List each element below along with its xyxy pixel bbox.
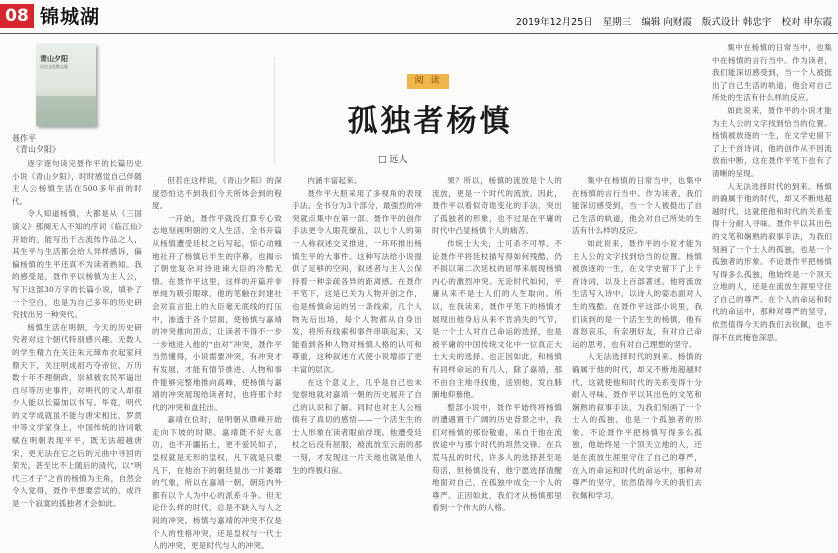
paragraph: 令人知道杨慎，大都是从《三国演义》那阕无人不知的序词《临江仙》开始的。能写出千古流传作品之人，其生平与生活都会给人异样感诉，偏偏杨慎的生平还真不为读者熟知。我的感受是，聂作平以杨慎为主人公，写下这部30万字的长篇小说，填补了一个空白，也是为自己多年的历史研究找出另一种突代。 [12,209,142,320]
editor-credit: 编辑 向财霞 [641,17,692,28]
paragraph: 整部小说中，聂作平始终将杨慎的遭遇置于广阔的历史背景之中，我们对杨慎的那份敬重，来自于他在流放途中与那个时代的坦然交锋。在兵荒马乱的时代，许多人的选择甚至是苟活，但杨慎没有，他宁愿选择清醒地面对自己，在孤独中成全一个人的尊严。正因如此，我们才从杨慎那里看到一个伟大的人格。 [432,402,562,513]
paragraph: 但若在这样说，《青山夕阳》的深度恐怕达不到我们今天所体会到的程度。 [152,176,282,211]
issue-meta [509,14,832,28]
book-cover-image [36,44,96,126]
paragraph: 在这个意义上，几乎是自己也未觉察地就对嘉靖一朝的历史展开了自己的认识和了解。同时也对主人公杨慎有了真切的感悟——一个活生生的士人形象在读者眼前浮现。他遭受廷杖之后没有屈服，被流放至云南的那一刻，才发现这一片天地也就是他人生的终极归宿。 [292,377,422,475]
article-column-4 [432,175,562,513]
article-author: □ 远人 [378,155,408,165]
proofreader-credit: 校对 申东霞 [781,17,832,28]
paragraph: 嘉靖在位时，是明朝从鼎峰开始走向下坡的时期。嘉靖既不好大喜功，也不开疆拓土，更不爱民如子，皇权就是无形的皇权，凡下就是只要凡下，在他治下的朝廷显出一片萎靡的气象，所以在嘉靖一朝，朝廷内外都有以个人为中心的派系斗争。但无论什么样的时代，总是不缺入与人之间的冲突。杨慎与嘉靖的冲突不仅是个人的性格冲突，还是皇权与一代士人的冲突，更是时代与人的冲突。 [152,415,282,551]
article-column-6 [712,42,832,490]
paragraph: 人无法选择时代的到来。杨慎的确属于他的时代，却又不断地超越时代，这就使他和时代的关系变得十分耐人寻味。聂作平以其出色的文笔和娴熟的叙事手法，为我们刻画了一个士人的孤独，也是一个孤独者的形象。不论聂作平把杨慎写得多么孤独，他始终是一个顶天立地的人，还是在流放生涯里守住了自己的尊严。在个人的命运和时代的命运中，那种对尊严的坚守，依然值得今天的我们去钦佩，也不得不在此掩卷深思。 [712,181,832,342]
book-cover-band [36,96,96,126]
paragraph: 传统士大夫，士可杀不可辱。不论聂作平将廷杖描写得如何残酷，仍不损以第二次廷杖的屈辱来展现杨慎内心的激烈冲突。无论时代如何，平庸从来不是士人们的人生取向。所以，在我读来，聂作平笔下的杨慎才展现出他身后从来不肯消失的气节，是一个士人对自己命运的选择，也是被平庸的中国传统文化中一位真正大士大夫的选择。也正因如此，和杨慎有同样命运的有几人，除了嘉靖，那不由自主地寻找他，送别他，发自肺腑地仰慕他。 [432,238,562,400]
page-number: 08 [0,4,34,28]
book-caption-author: 聂作平 [12,134,36,143]
paragraph: 逐字逐句读完聂作平的长篇历史小说《青山夕阳》，时时感觉自己伴随主人公杨慎生活在500多年前的时代。 [12,159,142,206]
paragraph: 如此说来，聂作平的小说才能为主人公的文字找到恰当的位置。杨慎被放逐的一生，在文学史留下了上千首诗词，以及上百部著述。他将流放生活写入诗中，以诗人的姿态面对人生的残酷。在聂作平这部小说里，我们读到的是一个活生生的杨慎，他有喜怒哀乐，有亲朋好友，有对自己命运的思考，也有对自己理想的坚守。 [572,238,702,349]
book-cover-subtitle: 历史文化散文集 [40,64,68,69]
article-title: 孤独者杨慎 [347,104,513,139]
paragraph: 如此说来，聂作平的小说才能为主人公的文字找到恰当的位置。杨慎被放逐的一生，在文学史留下了上千首诗词，他的创作从不因流放而中断，这在聂作平笔下也有了清晰的呈现。 [712,105,832,178]
paragraph: 集中在杨慎的日常当中，也集中在杨慎的言行当中。作为读者，我们能深切感受到，当一个人被挺出了自己生活的轨道，他会对自己所处的生活有什么样的反应。 [712,43,832,103]
header-divider [0,33,838,34]
book-caption-title: 《青山夕阳》 [12,145,60,154]
book-caption [12,133,60,155]
article-column-3 [292,175,422,485]
paragraph: 集中在杨慎的日常当中，也集中在杨慎的言行当中。作为读者，我们能深切感受到，当一个人被挺出了自己生活的轨道，他会对自己所处的生活有什么样的反应。 [572,176,702,236]
paragraph: 一开始，聂作平就没打算专心致志地刻画明朝的文人生活。全书开篇从杨慎遭受廷杖之后写起，惊心动魄地社开了杨慎后半生的序幕，也揭示了朝堂复杂对待进谏大臣的冷酷无情。在聂作平这里，这样的开篇并非单纯为吸引眼球，他的笔触在封建社会对直言犯上的大臣毫无底线的打压中，渗透于各个层面，使杨慎与嘉靖的冲突推向顶点，让读者不得不一步一步地进入他的“由对”冲突，聂作平当然懂得，小说需要冲突，有冲突才有发展，才能有情节推进、人物和事件能够完整地推向高峰，使杨慎与嘉靖的冲突展现给读者时，也将那个时代的冲突和盘托出。 [152,213,282,412]
article-column-1 [12,158,142,509]
paragraph: 聂作平大胆采用了多视角的表现手法。全书分为3个部分，最强烈的冲突就点集中在第一部。聂作平的创作手法更令人眼花缭乱，以七个人的第一人称叙述交叉推进，一环环推出杨慎生平的大事件。这种写法给小说提供了足够的空间，叙述者与主人公保持着一种亲疏各异的距离感。在聂作平笔下，这是已关为人物开创之作，也是杨慎命运的另一条线索，几个人物先后出场，每个人物都从自身出发，将所有线索和事件串联起来，又能看到各种人物对杨慎人格的认可和尊重，这种叙述方式使小说增添了更丰富的层次。 [292,188,422,374]
designer-credit: 版式设计 韩忠宇 [701,17,772,28]
section-title: 锦城湖 [40,6,101,28]
paragraph: 人无法选择时代的到来。杨慎的确属于他的时代，却又不断地超越时代，这就使他和时代的关系变得十分耐人寻味。聂作平以其出色的文笔和娴熟的叙事手法，为我们刻画了一个士人的孤独，也是一个孤独者的形象。不论聂作平把杨慎写得多么孤独，他始终是一个顶天立地的人，还是在流放生涯里守住了自己的尊严，在入的命运和时代的命运中，那种对尊严的坚守，依然值得今天的我们去钦佩和学习。 [572,352,702,500]
page-header [0,0,838,34]
article-column-5 [572,175,702,500]
book-cover-title: 青山夕阳 [40,55,68,63]
column-divider [274,57,275,165]
issue-weekday: 星期三 [602,17,632,28]
paragraph: 内涵丰富起来。 [307,176,362,185]
column-tag: 阅 读 [407,74,449,89]
issue-date: 2019年12月25日 [515,17,593,28]
paragraph: 杨慎生活在明朝，今天的历史研究者对这个朝代特别感兴趣。无数人的学生精力在关注朱元璋布衣起家问鼎天下，关注明成祖巧夺帝位，万历数十年不理朝政，崇祯被农民军逼出自尽等历史事件，对明代的文人却很少人能以长篇加以书写。毕竟，明代的文学成就虽不能与唐宋相比，罗贯中等文学家身上，中国传统的诗词歌赋在明朝表现平平，既无法超越唐宋，更无法在它之后的元曲中寻回的荣光，甚至比不上随后的清代，以“明代三才子”之首的杨慎为主角，自然会令人觉得，聂作平想要尝试的，或许是一个寂寞的孤独者才会如此。 [12,322,142,509]
paragraph: 果？所以，杨慎的流放是个人的流放，更是一个时代的流放。因此，聂作平以看似奇诡变化的手法，突出了孤独者的形象，也不过是在平庸的时代中凸显杨慎个人的痛苦。 [432,176,562,236]
article-column-2 [152,175,282,551]
